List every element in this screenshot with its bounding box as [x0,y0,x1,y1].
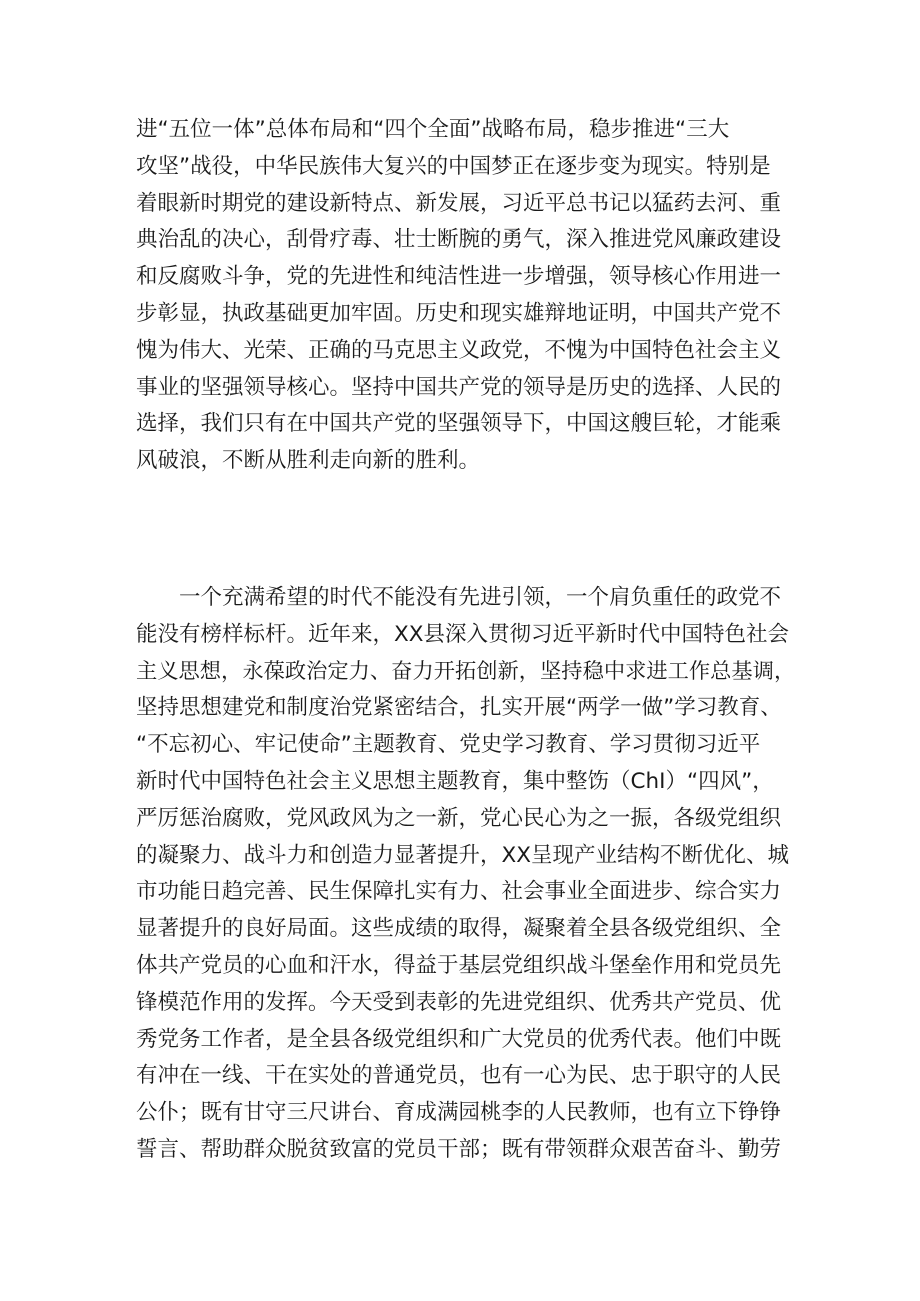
text-line: “不忘初心、牢记使命”主题教育、党史学习教育、学习贯彻习近平 [136,732,761,758]
text-line: 誓言、帮助群众脱贫致富的党员干部；既有带领群众艰苦奋斗、勤劳 [136,1136,782,1162]
text-line: 着眼新时期党的建设新特点、新发展，习近平总书记以猛药去河、重 [136,190,782,216]
text-line: 体共产党员的心血和汗水，得益于基层党组织战斗堡垒作用和党员先 [136,952,782,978]
text-line: 步彰显，执政基础更加牢固。历史和现实雄辩地证明，中国共产党不 [136,300,782,326]
text-line: 典治乱的决心，刮骨疗毒、壮士断腕的勇气，深入推进党风廉政建设 [136,227,782,253]
text-line: 攻坚”战役，中华民族伟大复兴的中国梦正在逐步变为现实。特别是 [136,153,771,179]
text-line: 有冲在一线、干在实处的普通党员，也有一心为民、忠于职守的人民 [136,1063,782,1089]
text-line: 选择，我们只有在中国共产党的坚强领导下，中国这艘巨轮，才能乘 [136,411,782,437]
text-line: 秀党务工作者，是全县各级党组织和广大党员的优秀代表。他们中既 [136,1026,782,1052]
text-line: 的凝聚力、战斗力和创造力显著提升，XX呈现产业结构不断优化、城 [136,842,789,868]
text-line: 事业的坚强领导核心。坚持中国共产党的领导是历史的选择、人民的 [136,374,782,400]
text-line: 公仆；既有甘守三尺讲台、育成满园桃李的人民教师，也有立下铮铮 [136,1100,782,1126]
text-line: 一个充满希望的时代不能没有先进引领，一个肩负重任的政党不 [136,585,782,610]
text-line: 风破浪，不断从胜利走向新的胜利。 [136,448,481,474]
text-line: 愧为伟大、光荣、正确的马克思主义政党，不愧为中国特色社会主义 [136,337,782,363]
paragraph-2 [136,580,796,1169]
text-line: 显著提升的良好局面。这些成绩的取得，凝聚着全县各级党组织、全 [136,916,782,942]
text-line: 主义思想，永葆政治定力、奋力开拓创新，坚持稳中求进工作总基调， [136,658,796,684]
text-line: 能没有榜样标杆。近年来，XX县深入贯彻习近平新时代中国特色社会 [136,621,789,647]
text-line: 锋模范作用的发挥。今天受到表彰的先进党组织、优秀共产党员、优 [136,989,782,1015]
paragraph-1 [136,112,796,480]
text-line: 进“五位一体”总体布局和“四个全面”战略布局，稳步推进“三大 [136,117,730,142]
text-line: 新时代中国特色社会主义思想主题教育，集中整饬（ChI）“四风”， [136,768,774,794]
text-line: 和反腐败斗争，党的先进性和纯洁性进一步增强，领导核心作用进一 [136,264,782,290]
text-line: 严厉惩治腐败，党风政风为之一新，党心民心为之一振，各级党组织 [136,805,782,831]
text-line: 坚持思想建党和制度治党紧密结合，扎实开展“两学一做”学习教育、 [136,695,782,721]
text-line: 市功能日趋完善、民生保障扎实有力、社会事业全面进步、综合实力 [136,879,782,905]
